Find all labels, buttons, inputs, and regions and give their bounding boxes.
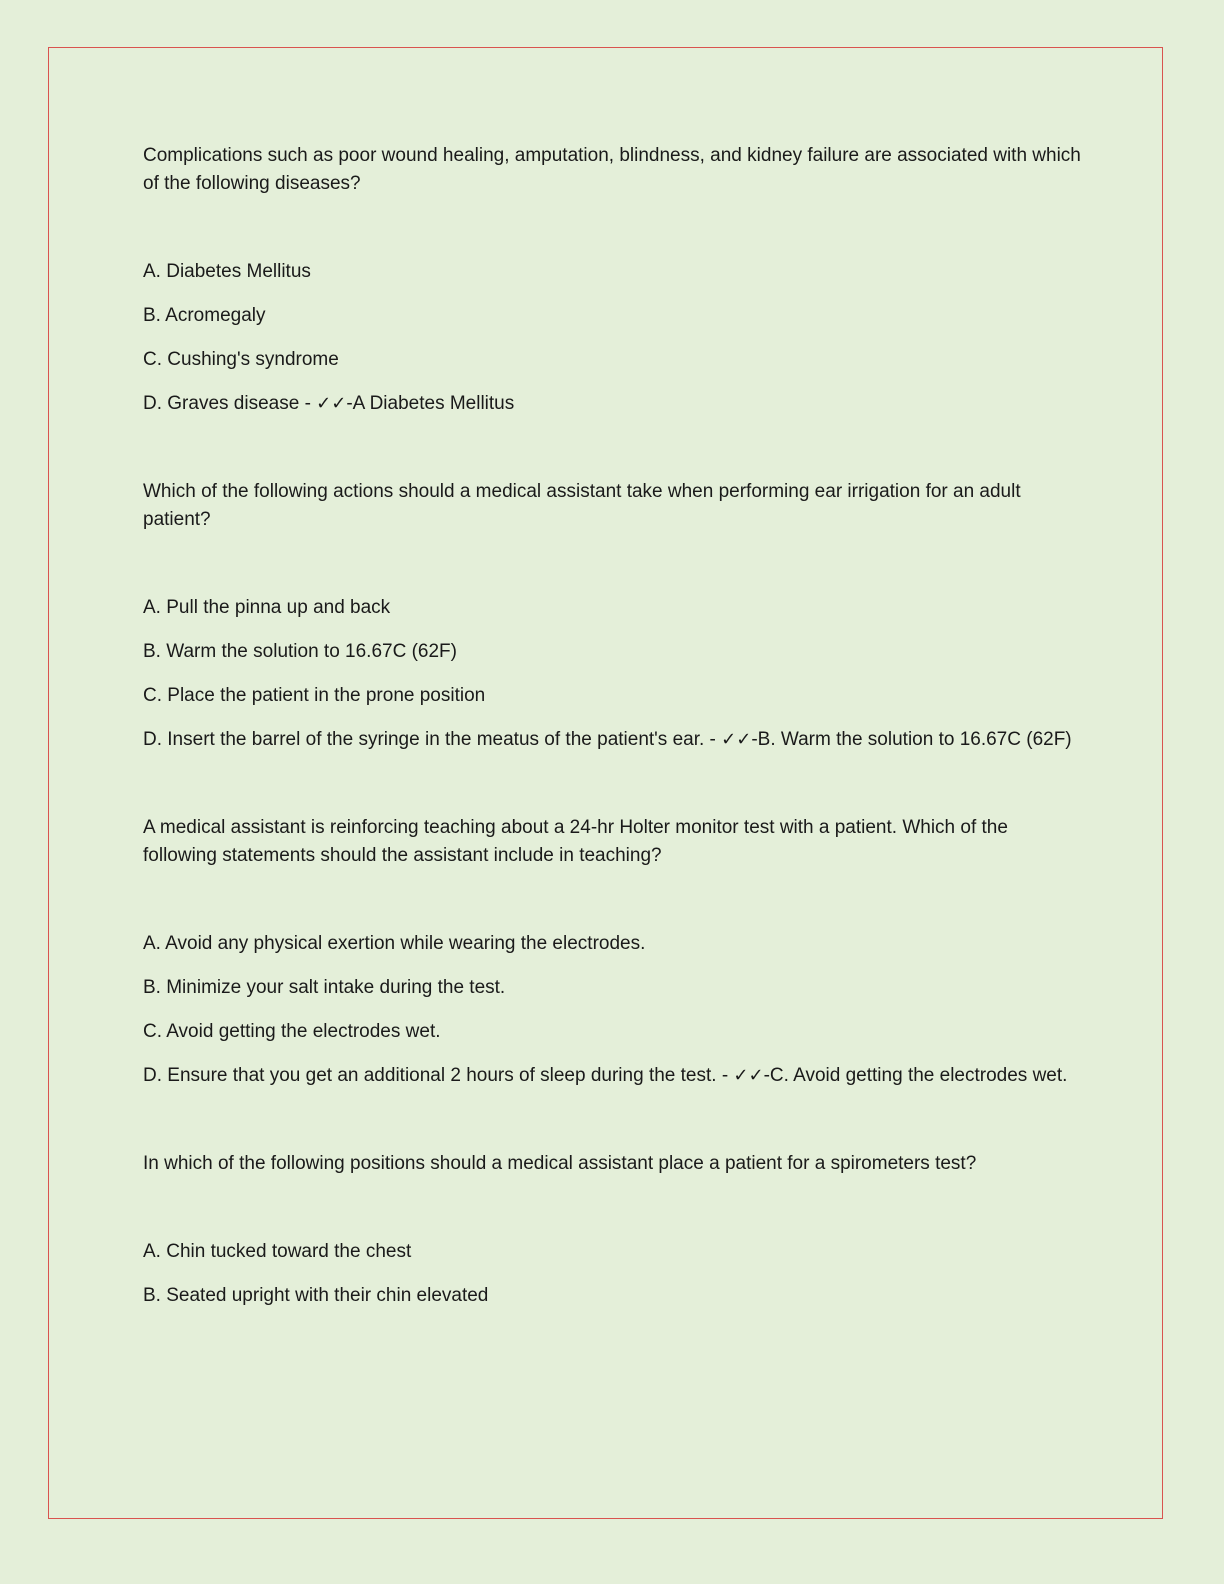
question-block-2 <box>143 478 1083 754</box>
answer-text: -C. Avoid getting the electrodes wet. <box>763 1065 1068 1086</box>
question-text: Complications such as poor wound healing, amputation, blindness, and kidney failure are associated with which of the following diseases? <box>143 145 1081 194</box>
option-a: A. Pull the pinna up and back <box>143 597 391 618</box>
option-c: C. Avoid getting the electrodes wet. <box>143 1021 441 1042</box>
option-b: B. Seated upright with their chin elevated <box>143 1285 489 1306</box>
option-d: D. Graves disease - <box>143 393 317 414</box>
option-b: B. Acromegaly <box>143 305 266 326</box>
answer-text: -A Diabetes Mellitus <box>346 393 515 414</box>
option-c: C. Place the patient in the prone position <box>143 685 486 706</box>
option-a: A. Diabetes Mellitus <box>143 261 311 282</box>
question-text: In which of the following positions should a medical assistant place a patient for a spirometers test? <box>143 1153 977 1174</box>
question-text: Which of the following actions should a medical assistant take when performing ear irrigation for an adult patient? <box>143 481 1021 530</box>
question-block-3 <box>143 814 1083 1090</box>
option-a: A. Chin tucked toward the chest <box>143 1241 412 1262</box>
option-a: A. Avoid any physical exertion while wearing the electrodes. <box>143 933 646 954</box>
question-text: A medical assistant is reinforcing teaching about a 24-hr Holter monitor test with a patient. Which of the following statements should the assistant include in teaching? <box>143 817 1008 866</box>
document-content <box>143 142 1083 1326</box>
question-block-1 <box>143 142 1083 418</box>
option-d: D. Ensure that you get an additional 2 hours of sleep during the test. - <box>143 1065 734 1086</box>
option-d: D. Insert the barrel of the syringe in the meatus of the patient's ear. - <box>143 729 722 750</box>
question-block-4 <box>143 1150 1083 1310</box>
double-check-icon: ✓✓ <box>316 393 347 414</box>
double-check-icon: ✓✓ <box>721 729 752 750</box>
double-check-icon: ✓✓ <box>733 1065 764 1086</box>
option-d-with-answer <box>143 1062 1083 1090</box>
option-d-with-answer <box>143 390 1083 418</box>
answer-text: -B. Warm the solution to 16.67C (62F) <box>751 729 1072 750</box>
option-c: C. Cushing's syndrome <box>143 349 339 370</box>
option-b: B. Minimize your salt intake during the test. <box>143 977 506 998</box>
option-b: B. Warm the solution to 16.67C (62F) <box>143 641 457 662</box>
option-d-with-answer <box>143 726 1083 754</box>
